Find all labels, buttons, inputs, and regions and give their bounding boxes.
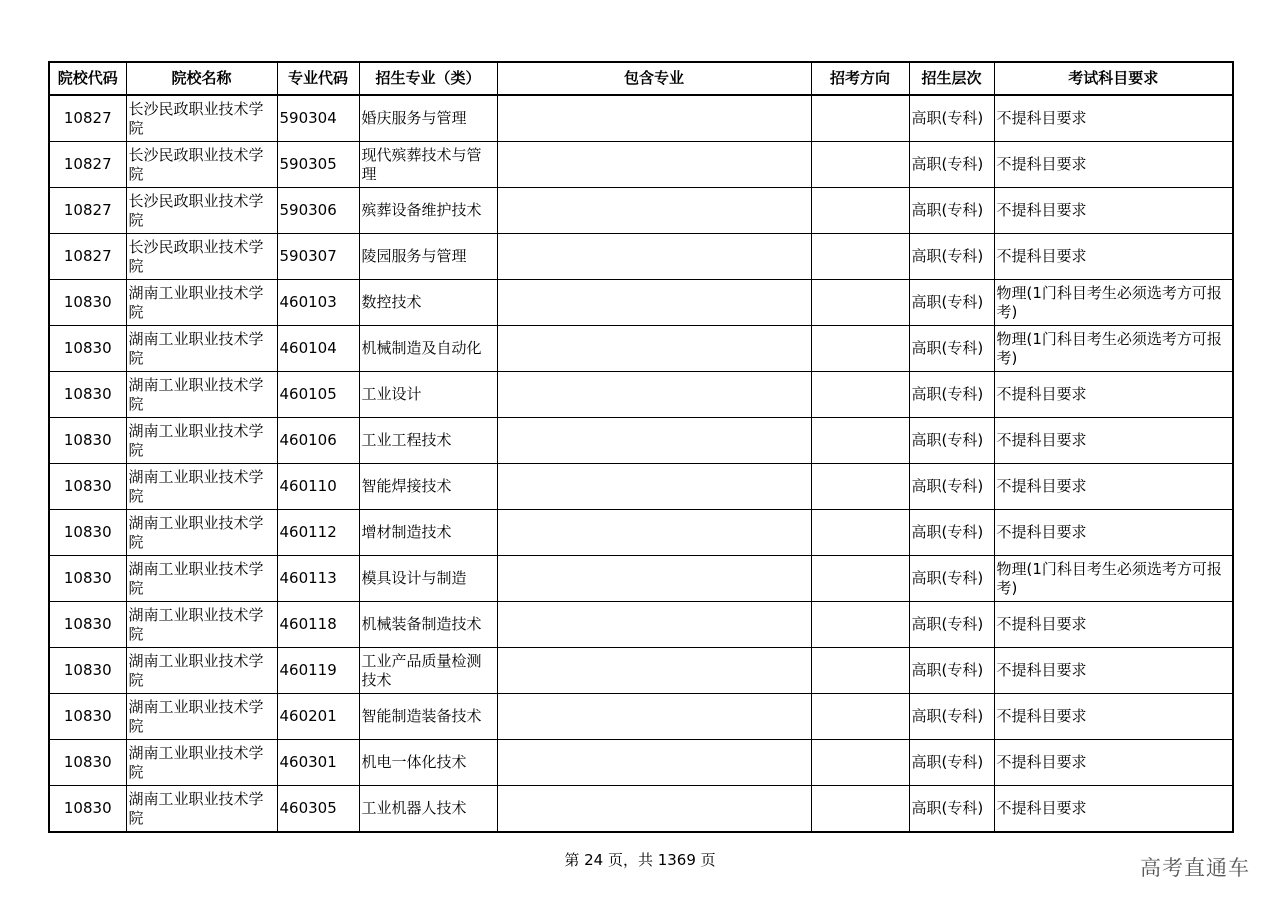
major-code-cell: 590305 xyxy=(277,142,359,188)
school-code-cell: 10830 xyxy=(49,740,126,786)
level-cell: 高职(专科) xyxy=(909,326,994,372)
level-cell: 高职(专科) xyxy=(909,464,994,510)
direction-cell xyxy=(811,326,909,372)
school-code-cell: 10830 xyxy=(49,602,126,648)
requirements-cell: 物理(1门科目考生必须选考方可报考) xyxy=(994,556,1233,602)
direction-cell xyxy=(811,280,909,326)
included-majors-cell xyxy=(497,234,811,280)
page-number: 第 24 页，共 1369 页 xyxy=(564,851,716,869)
requirements-cell: 不提科目要求 xyxy=(994,510,1233,556)
major-code-cell: 590306 xyxy=(277,188,359,234)
requirements-cell: 物理(1门科目考生必须选考方可报考) xyxy=(994,280,1233,326)
major-code-cell: 460301 xyxy=(277,740,359,786)
requirements-cell: 不提科目要求 xyxy=(994,418,1233,464)
direction-cell xyxy=(811,95,909,142)
school-code-cell: 10830 xyxy=(49,326,126,372)
major-cell: 模具设计与制造 xyxy=(359,556,497,602)
direction-cell xyxy=(811,694,909,740)
header-row xyxy=(49,62,1233,95)
table-row xyxy=(49,464,1233,510)
school-name-cell: 湖南工业职业技术学院 xyxy=(126,694,277,740)
direction-cell xyxy=(811,234,909,280)
included-majors-cell xyxy=(497,464,811,510)
requirements-cell: 不提科目要求 xyxy=(994,188,1233,234)
major-cell: 增材制造技术 xyxy=(359,510,497,556)
school-code-cell: 10827 xyxy=(49,234,126,280)
table-row xyxy=(49,95,1233,142)
table-row xyxy=(49,372,1233,418)
school-code-cell: 10830 xyxy=(49,372,126,418)
table-row xyxy=(49,326,1233,372)
major-cell: 机电一体化技术 xyxy=(359,740,497,786)
included-majors-cell xyxy=(497,648,811,694)
major-cell: 机械制造及自动化 xyxy=(359,326,497,372)
major-code-cell: 460106 xyxy=(277,418,359,464)
major-code-cell: 460110 xyxy=(277,464,359,510)
requirements-cell: 不提科目要求 xyxy=(994,372,1233,418)
major-code-cell: 460119 xyxy=(277,648,359,694)
school-name-cell: 湖南工业职业技术学院 xyxy=(126,464,277,510)
level-cell: 高职(专科) xyxy=(909,602,994,648)
included-majors-cell xyxy=(497,326,811,372)
included-majors-cell xyxy=(497,188,811,234)
level-cell: 高职(专科) xyxy=(909,280,994,326)
header-direction: 招考方向 xyxy=(811,62,909,95)
school-name-cell: 湖南工业职业技术学院 xyxy=(126,648,277,694)
requirements-cell: 不提科目要求 xyxy=(994,648,1233,694)
included-majors-cell xyxy=(497,95,811,142)
level-cell: 高职(专科) xyxy=(909,648,994,694)
major-cell: 机械装备制造技术 xyxy=(359,602,497,648)
level-cell: 高职(专科) xyxy=(909,740,994,786)
table-row xyxy=(49,510,1233,556)
level-cell: 高职(专科) xyxy=(909,418,994,464)
major-code-cell: 460105 xyxy=(277,372,359,418)
major-code-cell: 590307 xyxy=(277,234,359,280)
school-name-cell: 长沙民政职业技术学院 xyxy=(126,142,277,188)
major-cell: 工业产品质量检测技术 xyxy=(359,648,497,694)
header-level: 招生层次 xyxy=(909,62,994,95)
table-row xyxy=(49,142,1233,188)
header-school-name: 院校名称 xyxy=(126,62,277,95)
school-name-cell: 长沙民政职业技术学院 xyxy=(126,188,277,234)
school-code-cell: 10830 xyxy=(49,694,126,740)
direction-cell xyxy=(811,372,909,418)
requirements-cell: 不提科目要求 xyxy=(994,602,1233,648)
watermark-logo-text: 高考直通车 xyxy=(1140,856,1250,880)
included-majors-cell xyxy=(497,418,811,464)
table-row xyxy=(49,648,1233,694)
table-row xyxy=(49,280,1233,326)
direction-cell xyxy=(811,188,909,234)
level-cell: 高职(专科) xyxy=(909,142,994,188)
direction-cell xyxy=(811,418,909,464)
requirements-cell: 不提科目要求 xyxy=(994,142,1233,188)
table-row xyxy=(49,694,1233,740)
direction-cell xyxy=(811,648,909,694)
major-cell: 智能制造装备技术 xyxy=(359,694,497,740)
requirements-cell: 不提科目要求 xyxy=(994,234,1233,280)
school-code-cell: 10830 xyxy=(49,510,126,556)
direction-cell xyxy=(811,464,909,510)
school-name-cell: 湖南工业职业技术学院 xyxy=(126,418,277,464)
table-header xyxy=(49,62,1233,95)
school-name-cell: 湖南工业职业技术学院 xyxy=(126,326,277,372)
major-code-cell: 460201 xyxy=(277,694,359,740)
level-cell: 高职(专科) xyxy=(909,188,994,234)
included-majors-cell xyxy=(497,142,811,188)
school-code-cell: 10827 xyxy=(49,142,126,188)
school-code-cell: 10830 xyxy=(49,280,126,326)
header-requirements: 考试科目要求 xyxy=(994,62,1233,95)
school-code-cell: 10830 xyxy=(49,556,126,602)
level-cell: 高职(专科) xyxy=(909,234,994,280)
school-name-cell: 湖南工业职业技术学院 xyxy=(126,556,277,602)
school-name-cell: 湖南工业职业技术学院 xyxy=(126,510,277,556)
direction-cell xyxy=(811,556,909,602)
school-name-cell: 湖南工业职业技术学院 xyxy=(126,740,277,786)
included-majors-cell xyxy=(497,372,811,418)
major-code-cell: 460103 xyxy=(277,280,359,326)
major-code-cell: 460104 xyxy=(277,326,359,372)
header-major-code: 专业代码 xyxy=(277,62,359,95)
requirements-cell: 不提科目要求 xyxy=(994,694,1233,740)
direction-cell xyxy=(811,786,909,833)
major-cell: 工业机器人技术 xyxy=(359,786,497,833)
major-cell: 工业设计 xyxy=(359,372,497,418)
table-row xyxy=(49,786,1233,833)
table-row xyxy=(49,556,1233,602)
level-cell: 高职(专科) xyxy=(909,786,994,833)
table-body xyxy=(49,95,1233,832)
major-cell: 陵园服务与管理 xyxy=(359,234,497,280)
school-name-cell: 长沙民政职业技术学院 xyxy=(126,95,277,142)
major-cell: 数控技术 xyxy=(359,280,497,326)
header-school-code: 院校代码 xyxy=(49,62,126,95)
school-code-cell: 10830 xyxy=(49,418,126,464)
included-majors-cell xyxy=(497,510,811,556)
major-code-cell: 460112 xyxy=(277,510,359,556)
included-majors-cell xyxy=(497,786,811,833)
school-name-cell: 湖南工业职业技术学院 xyxy=(126,372,277,418)
admissions-table xyxy=(48,61,1234,833)
level-cell: 高职(专科) xyxy=(909,510,994,556)
table-row xyxy=(49,418,1233,464)
direction-cell xyxy=(811,602,909,648)
school-code-cell: 10830 xyxy=(49,786,126,833)
header-major: 招生专业（类） xyxy=(359,62,497,95)
level-cell: 高职(专科) xyxy=(909,95,994,142)
school-name-cell: 长沙民政职业技术学院 xyxy=(126,234,277,280)
requirements-cell: 不提科目要求 xyxy=(994,95,1233,142)
table-row xyxy=(49,234,1233,280)
major-cell: 现代殡葬技术与管理 xyxy=(359,142,497,188)
included-majors-cell xyxy=(497,602,811,648)
major-code-cell: 460113 xyxy=(277,556,359,602)
school-name-cell: 湖南工业职业技术学院 xyxy=(126,280,277,326)
included-majors-cell xyxy=(497,556,811,602)
school-code-cell: 10830 xyxy=(49,648,126,694)
included-majors-cell xyxy=(497,280,811,326)
major-code-cell: 460305 xyxy=(277,786,359,833)
school-code-cell: 10827 xyxy=(49,188,126,234)
major-cell: 殡葬设备维护技术 xyxy=(359,188,497,234)
major-cell: 智能焊接技术 xyxy=(359,464,497,510)
table-row xyxy=(49,740,1233,786)
included-majors-cell xyxy=(497,740,811,786)
direction-cell xyxy=(811,740,909,786)
major-cell: 工业工程技术 xyxy=(359,418,497,464)
direction-cell xyxy=(811,510,909,556)
school-name-cell: 湖南工业职业技术学院 xyxy=(126,602,277,648)
requirements-cell: 不提科目要求 xyxy=(994,464,1233,510)
level-cell: 高职(专科) xyxy=(909,372,994,418)
requirements-cell: 物理(1门科目考生必须选考方可报考) xyxy=(994,326,1233,372)
table-row xyxy=(49,188,1233,234)
school-code-cell: 10830 xyxy=(49,464,126,510)
requirements-cell: 不提科目要求 xyxy=(994,740,1233,786)
direction-cell xyxy=(811,142,909,188)
major-code-cell: 590304 xyxy=(277,95,359,142)
requirements-cell: 不提科目要求 xyxy=(994,786,1233,833)
level-cell: 高职(专科) xyxy=(909,694,994,740)
major-cell: 婚庆服务与管理 xyxy=(359,95,497,142)
major-code-cell: 460118 xyxy=(277,602,359,648)
table-row xyxy=(49,602,1233,648)
included-majors-cell xyxy=(497,694,811,740)
header-included-majors: 包含专业 xyxy=(497,62,811,95)
school-code-cell: 10827 xyxy=(49,95,126,142)
school-name-cell: 湖南工业职业技术学院 xyxy=(126,786,277,833)
level-cell: 高职(专科) xyxy=(909,556,994,602)
